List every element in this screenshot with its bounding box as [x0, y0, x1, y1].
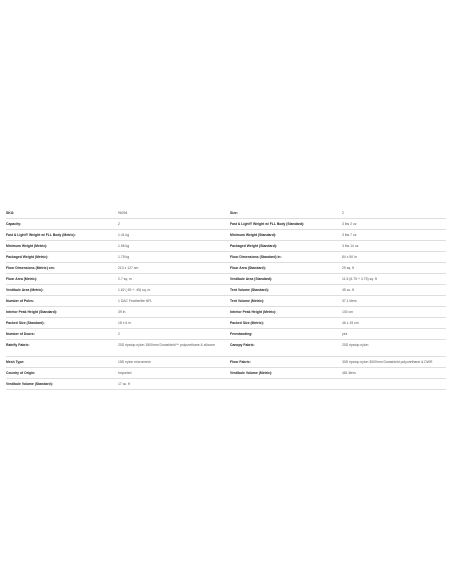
spec-row [6, 274, 446, 285]
spec-value: 11.5 (6.75 + 4.75) sq. ft [342, 274, 446, 285]
spec-label: Interior Peak Height (Metric): [230, 307, 342, 318]
spec-label: Interior Peak Height (Standard): [6, 307, 118, 318]
spec-value: 46 x 15 cm [342, 318, 446, 329]
spec-value: 30D ripstop nylon 3000mm Durashield polyurethane & DWR [342, 357, 446, 368]
spec-label: Tent Volume (Metric): [230, 296, 342, 307]
spec-label: Size: [230, 208, 342, 219]
spec-label: Vestibule Area (Metric): [6, 285, 118, 296]
spec-label: Floor Area (Standard): [230, 263, 342, 274]
spec-row [6, 285, 446, 296]
spec-value: 20D ripstop nylon 1800mm Durashield™ polyurethane & silicone [118, 340, 230, 357]
spec-value: 96094 [118, 208, 230, 219]
spec-row [6, 379, 446, 390]
spec-value: 3 lbs 7 oz [342, 230, 446, 241]
spec-row [6, 241, 446, 252]
spec-label: Packed Size (Standard): [6, 318, 118, 329]
spec-row [6, 368, 446, 379]
spec-value: 18 x 6 in [118, 318, 230, 329]
spec-value: 84 x 50 in [342, 252, 446, 263]
spec-row [6, 219, 446, 230]
spec-label: Vestibule Area (Standard): [230, 274, 342, 285]
spec-label: Floor Dimensions (Metric) cm: [6, 263, 118, 274]
spec-value: 100 cm [342, 307, 446, 318]
spec-label: Fast & Light® Weight w/ FLL Body (Metric): [6, 230, 118, 241]
spec-value: 37.1 liters [342, 296, 446, 307]
spec-label: Fast & Light® Weight w/ FLL Body (Standard): [230, 219, 342, 230]
spec-label: Floor Dimensions (Standard) in: [230, 252, 342, 263]
spec-value: 1.41 kg [118, 230, 230, 241]
spec-value: 1.56 kg [118, 241, 230, 252]
spec-label: Canopy Fabric: [230, 340, 342, 357]
spec-value: 2 [118, 219, 230, 230]
spec-label: Country of Origin: [6, 368, 118, 379]
spec-row [6, 252, 446, 263]
spec-value: 20D ripstop nylon [342, 340, 446, 357]
spec-label: Packaged Weight (Standard): [230, 241, 342, 252]
spec-value: 1.75 kg [118, 252, 230, 263]
spec-label: Freestanding: [230, 329, 342, 340]
spec-label: Number of Poles: [6, 296, 118, 307]
spec-label: Packaged Weight (Metric): [6, 252, 118, 263]
spec-value: 29 sq. ft [342, 263, 446, 274]
spec-table [6, 208, 446, 390]
spec-row [6, 329, 446, 340]
spec-value: 1.62 (.69 + .45) sq. m [118, 285, 230, 296]
spec-label: Vestibule Volume (Metric): [230, 368, 342, 379]
spec-row [6, 357, 446, 368]
spec-row [6, 230, 446, 241]
spec-value: yes [342, 329, 446, 340]
spec-value: 45 cu. ft [342, 285, 446, 296]
spec-value: 213 x 127 cm [118, 263, 230, 274]
spec-value: 481 liters [342, 368, 446, 379]
spec-value: 2.7 sq. m [118, 274, 230, 285]
spec-value: 1 DAC Featherlite NFL [118, 296, 230, 307]
spec-label [230, 379, 342, 390]
spec-value [342, 379, 446, 390]
spec-value: Imported [118, 368, 230, 379]
spec-label: Tent Volume (Standard): [230, 285, 342, 296]
spec-value: 3 lbs 2 oz [342, 219, 446, 230]
spec-value: 39 in [118, 307, 230, 318]
spec-label: Minimum Weight (Metric): [6, 241, 118, 252]
spec-label: Packed Size (Metric): [230, 318, 342, 329]
spec-row [6, 208, 446, 219]
spec-value: 3 lbs 14 oz [342, 241, 446, 252]
spec-label: Mesh Type: [6, 357, 118, 368]
spec-label: Floor Area (Metric): [6, 274, 118, 285]
spec-row [6, 307, 446, 318]
spec-label: Floor Fabric: [230, 357, 342, 368]
spec-table-body [6, 208, 446, 390]
spec-value: 15D nylon micromesh [118, 357, 230, 368]
spec-row [6, 296, 446, 307]
spec-label: Minimum Weight (Standard): [230, 230, 342, 241]
spec-label: Rainfly Fabric: [6, 340, 118, 357]
spec-row [6, 263, 446, 274]
spec-value: 17 cu. ft [118, 379, 230, 390]
spec-label: Capacity: [6, 219, 118, 230]
spec-value: 2 [342, 208, 446, 219]
spec-row [6, 340, 446, 357]
spec-row [6, 318, 446, 329]
spec-value: 2 [118, 329, 230, 340]
spec-label: SKU: [6, 208, 118, 219]
spec-label: Number of Doors: [6, 329, 118, 340]
spec-label: Vestibule Volume (Standard): [6, 379, 118, 390]
